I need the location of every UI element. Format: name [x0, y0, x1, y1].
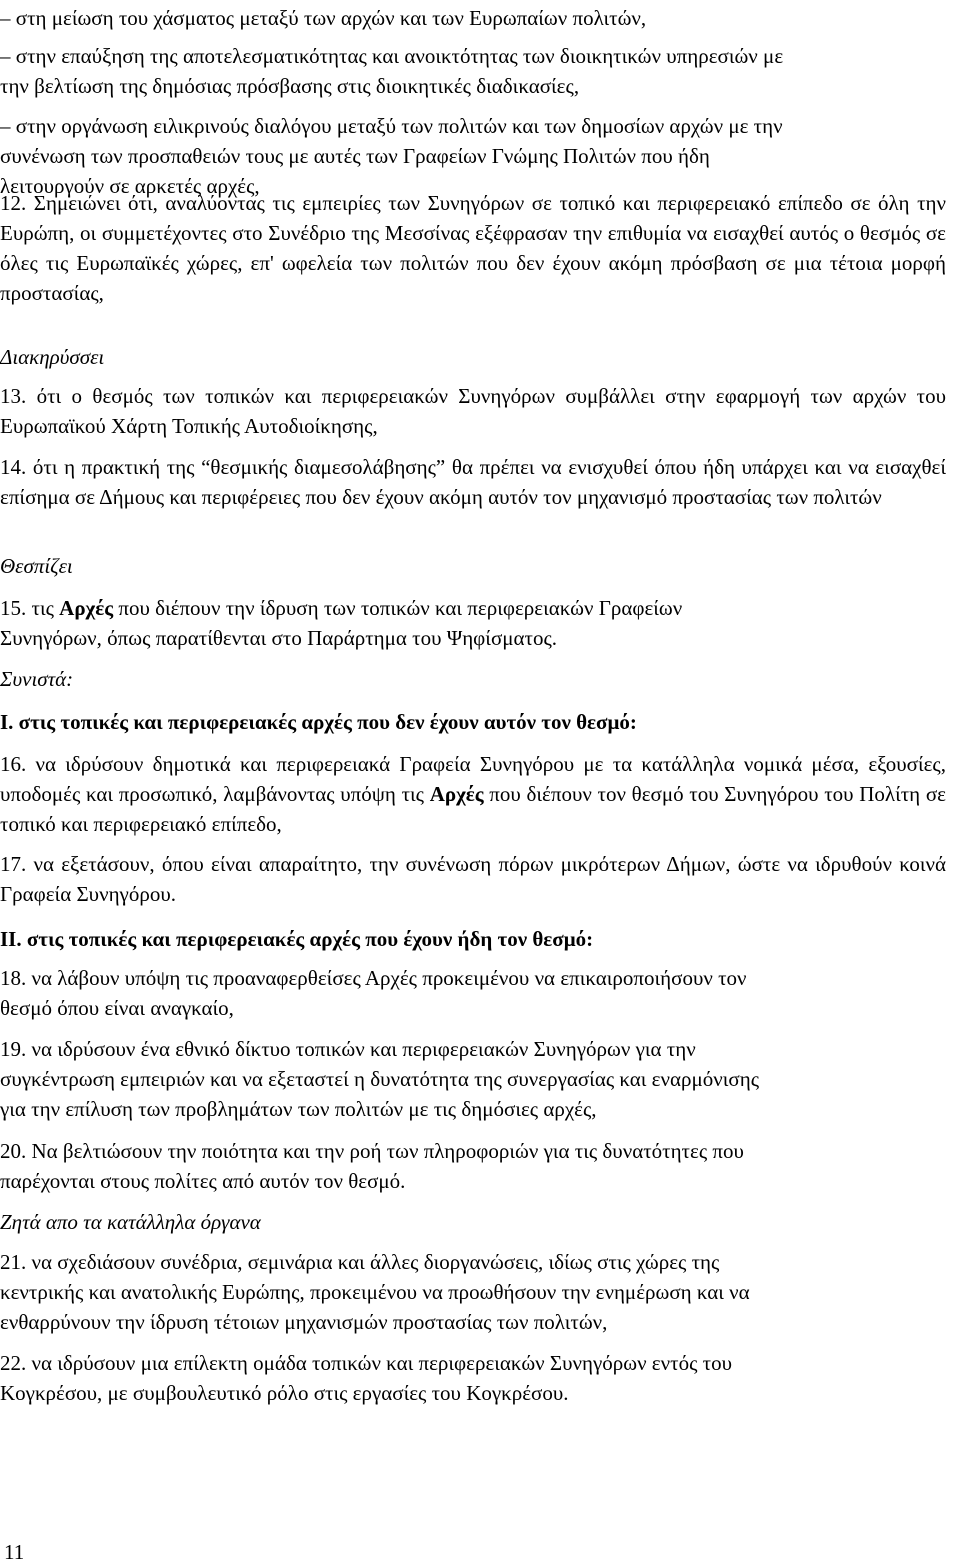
paragraph-line: ενθαρρύνουν την ίδρυση τέτοιων μηχανισμών προστασίας των πολιτών,: [0, 1310, 608, 1334]
paragraph-line: 22. να ιδρύσουν μια επίλεκτη ομάδα τοπικών και περιφερειακών Συνηγόρων εντός του: [0, 1351, 732, 1375]
paragraph-18: [0, 963, 960, 1023]
bullet-block-1: [0, 3, 960, 33]
bullet-item: – στην οργάνωση ειλικρινούς διαλόγου μεταξύ των πολιτών και των δημοσίων αρχών με την: [0, 114, 783, 138]
paragraph-line: 21. να σχεδιάσουν συνέδρια, σεμινάρια και άλλες διοργανώσεις, ιδίως στις χώρες της: [0, 1250, 720, 1274]
section-title: Ι. στις τοπικές και περιφερειακές αρχές που δεν έχουν αυτόν τον θεσμό:: [0, 710, 637, 734]
paragraph-line: 18. να λάβουν υπόψη τις προαναφερθείσες Αρχές προκειμένου να επικαιροποιήσουν τον: [0, 966, 747, 990]
page-number: 11: [4, 1540, 25, 1564]
heading-thespizei: [0, 551, 960, 581]
paragraph-16: [0, 749, 960, 839]
paragraph-line: για την επίλυση των προβλημάτων των πολιτών με τις δημόσιες αρχές,: [0, 1097, 597, 1121]
bullet-item: – στην επαύξηση της αποτελεσματικότητας και ανοικτότητας των διοικητικών υπηρεσιών με: [0, 44, 784, 68]
paragraph-text: που διέπουν την ίδρυση των τοπικών και περιφερειακών Γραφείων: [113, 596, 683, 620]
paragraph-text: 13. ότι ο θεσμός των τοπικών και περιφερειακών Συνηγόρων συμβάλλει στην εφαρμογή των αρχών του Ευρωπαϊκού Χάρτη Τοπικής Αυτοδιοίκησης,: [0, 384, 946, 438]
paragraph-text: 15. τις: [0, 596, 60, 620]
paragraph-text: 17. να εξετάσουν, όπου είναι απαραίτητο, την συνένωση πόρων μικρότερων Δήμων, ώστε να ιδρυθούν κοινά Γραφεία Συνηγόρου.: [0, 852, 946, 906]
paragraph-13: [0, 381, 960, 441]
paragraph-text: 12. Σημειώνει ότι, αναλύοντας τις εμπειρίες των Συνηγόρων σε τοπικό και περιφερειακό επίπεδο σε όλη την Ευρώπη, οι συμμετέχοντες στο Συνέδριο της Μεσσίνας εξέφρασαν την επιθυμία να εισαχθεί αυτός ο θεσμός σε όλες τις Ευρωπαϊκές χώρες, επ' ωφελεία των πολιτών που δεν έχουν ακόμη πρόσβαση σε μια τέτοια μορφή προστασίας,: [0, 191, 946, 305]
bullet-item: – στη μείωση του χάσματος μεταξύ των αρχών και των Ευρωπαίων πολιτών,: [0, 6, 647, 30]
section-heading: Συνιστά:: [0, 667, 74, 691]
bullet-item-continued: συνένωση των προσπαθειών τους με αυτές των Γραφείων Γνώμης Πολιτών που ήδη: [0, 144, 710, 168]
paragraph-line: παρέχονται στους πολίτες από αυτόν τον θεσμό.: [0, 1169, 406, 1193]
section-heading: Θεσπίζει: [0, 554, 73, 578]
paragraph-line: συγκέντρωση εμπειριών και να εξεταστεί η δυνατότητα της συνεργασίας και εναρμόνισης: [0, 1067, 760, 1091]
paragraph-line: κεντρικής και ανατολικής Ευρώπης, προκειμένου να προωθήσουν την ενημέρωση και να: [0, 1280, 750, 1304]
paragraph-19: [0, 1034, 960, 1124]
paragraph-line: 19. να ιδρύσουν ένα εθνικό δίκτυο τοπικών και περιφερειακών Συνηγόρων για την: [0, 1037, 696, 1061]
paragraph-17: [0, 849, 960, 909]
paragraph-text: 14. ότι η πρακτική της “θεσμικής διαμεσολάβησης” θα πρέπει να ενισχυθεί όπου ήδη υπάρχει και να εισαχθεί επίσημα σε Δήμους και περιφέρειες που δεν έχουν ακόμη αυτόν τον μηχανισμό προστασίας των πολιτών: [0, 455, 946, 509]
section-title: ΙΙ. στις τοπικές και περιφερειακές αρχές που έχουν ήδη τον θεσμό:: [0, 927, 594, 951]
bullet-item-continued: την βελτίωση της δημόσιας πρόσβασης στις διοικητικές διαδικασίες,: [0, 74, 580, 98]
section-I: [0, 707, 960, 737]
paragraph-20: [0, 1136, 960, 1196]
section-heading: Ζητά απο τα κατάλληλα όργανα: [0, 1210, 261, 1234]
section-heading: Διακηρύσσει: [0, 345, 105, 369]
heading-synista: [0, 664, 960, 694]
heading-diakiryssei: [0, 342, 960, 372]
bold-term: Αρχές: [59, 596, 114, 620]
paragraph-line: θεσμό όπου είναι αναγκαίο,: [0, 996, 234, 1020]
bold-term: Αρχές: [429, 782, 484, 806]
paragraph-line: Συνηγόρων, όπως παρατίθενται στο Παράρτημα του Ψηφίσματος.: [0, 626, 558, 650]
paragraph-12: [0, 188, 960, 308]
paragraph-text: 16. να ιδρύσουν δημοτικά και περιφερειακά Γραφεία Συνηγόρου με τα κατάλληλα νομικά μέσα, εξουσίες, υποδομές και προσωπικό, λαμβάνοντας υπόψη τις: [0, 752, 946, 806]
paragraph-22: [0, 1348, 960, 1408]
bullet-item-continued: λειτουργούν σε αρκετές αρχές,: [0, 174, 260, 198]
heading-zita: [0, 1207, 960, 1237]
paragraph-text: που διέπουν τον θεσμό του Συνηγόρου του Πολίτη σε τοπικό και περιφερειακό επίπεδο,: [0, 782, 946, 836]
paragraph-line: 20. Να βελτιώσουν την ποιότητα και την ροή των πληροφοριών για τις δυνατότητες που: [0, 1139, 744, 1163]
paragraph-line: [0, 593, 960, 623]
paragraph-line: Κογκρέσου, με συμβουλευτικό ρόλο στις εργασίες του Κογκρέσου.: [0, 1381, 569, 1405]
bullet-block-2: [0, 41, 960, 101]
section-II: [0, 924, 960, 954]
paragraph-text: [0, 749, 960, 839]
paragraph-14: [0, 452, 960, 512]
paragraph-15: [0, 593, 960, 653]
paragraph-21: [0, 1247, 960, 1337]
